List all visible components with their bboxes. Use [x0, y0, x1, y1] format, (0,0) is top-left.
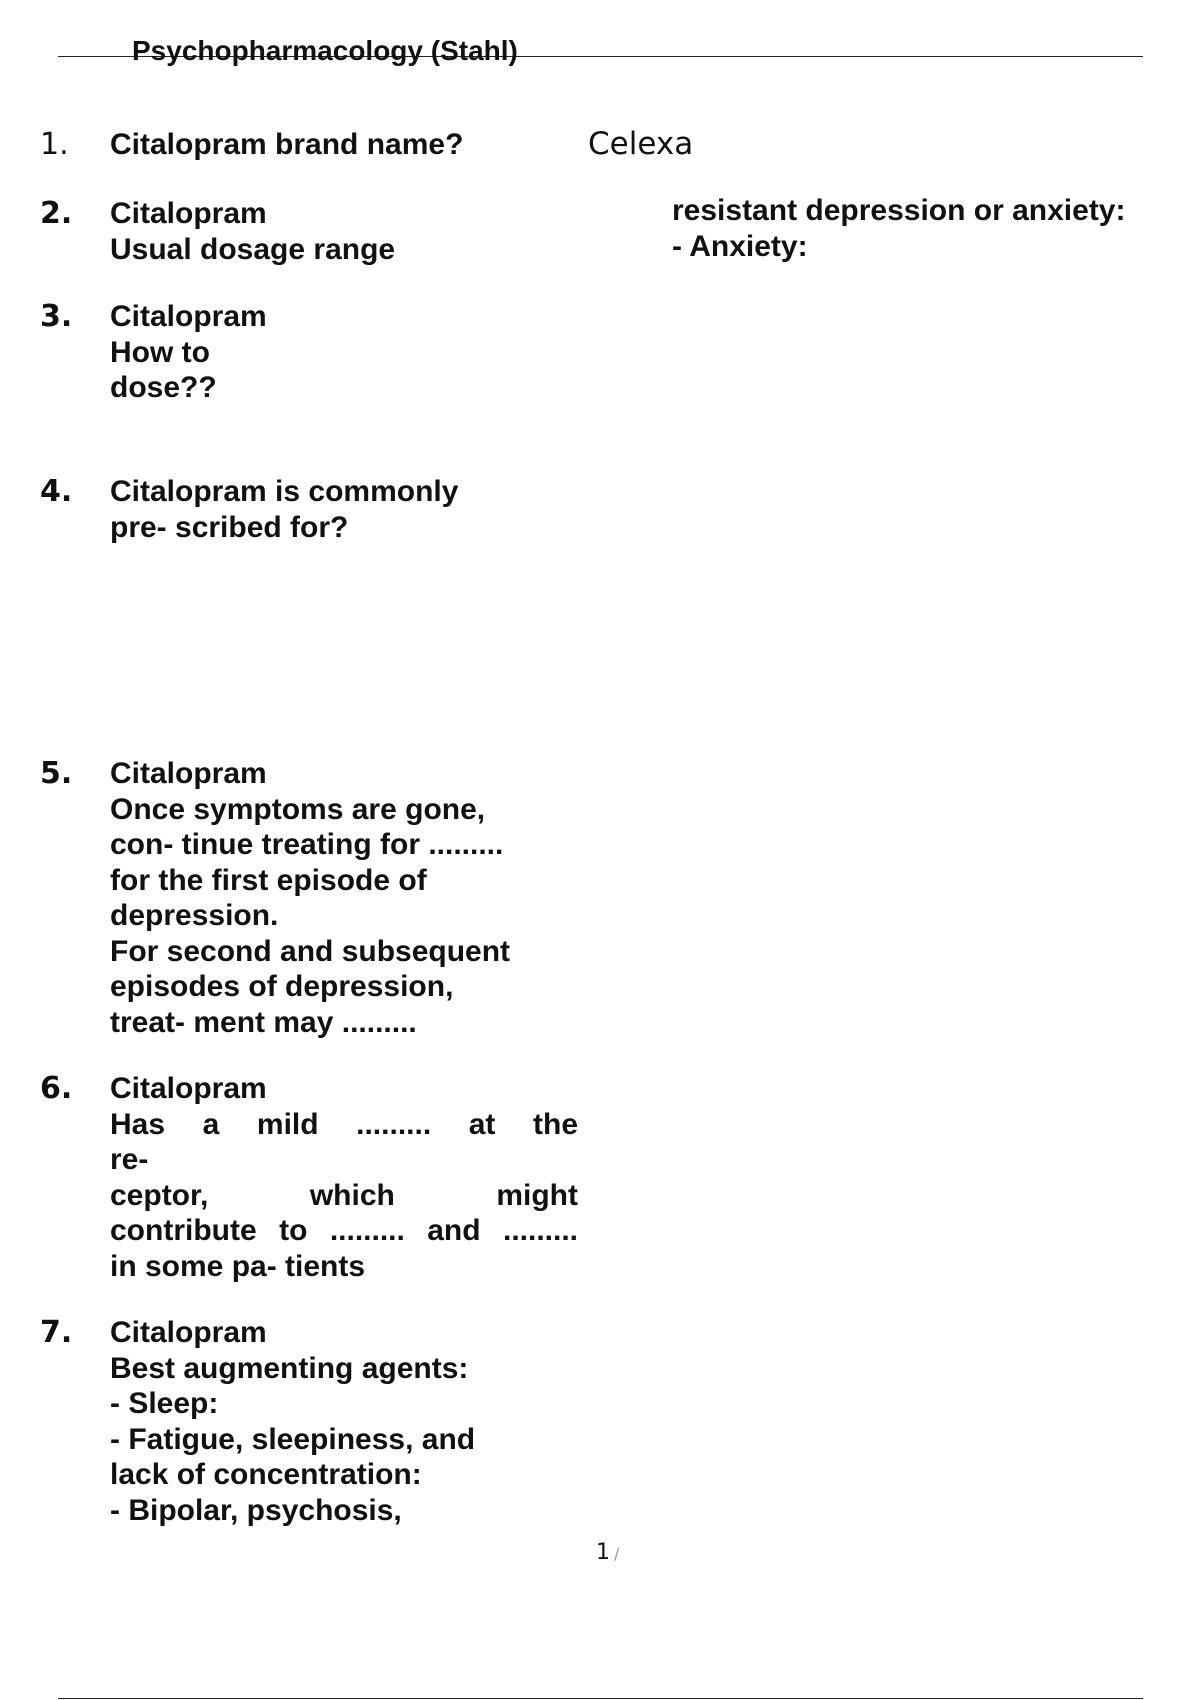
word: at	[468, 1107, 496, 1141]
question-line: - Bipolar, psychosis,	[110, 1493, 402, 1527]
question-line: episodes of depression,	[110, 970, 454, 1003]
word: mild	[256, 1107, 319, 1141]
page-number-value: 1	[596, 1540, 610, 1565]
item-number: 2.	[40, 196, 73, 231]
word: and	[427, 1214, 481, 1247]
question-line	[110, 1178, 578, 1214]
word: .........	[502, 1214, 578, 1247]
question-line: - Sleep:	[110, 1387, 219, 1420]
footer-rule	[58, 1698, 1143, 1699]
question-line: con- tinue treating for .........	[110, 828, 504, 861]
word: ceptor,	[110, 1178, 209, 1212]
question-line: re-	[110, 1143, 149, 1176]
question-line: Citalopram brand name?	[110, 128, 464, 161]
question-text	[110, 756, 510, 1040]
answer-text: Celexa	[588, 126, 694, 162]
question-text	[110, 196, 395, 267]
question-line: Citalopram	[110, 1316, 267, 1349]
question-line: For second and subsequent	[110, 934, 511, 968]
question-line: Citalopram	[110, 1072, 267, 1105]
word: .........	[356, 1107, 432, 1141]
item-number: 4.	[40, 474, 73, 509]
question-text	[110, 474, 458, 545]
question-line	[110, 1213, 578, 1249]
word: contribute	[110, 1214, 257, 1247]
question-line: for the first episode of	[110, 863, 427, 897]
question-line: treat- ment may .........	[110, 1005, 417, 1039]
word: the	[533, 1107, 578, 1141]
question-line: dose??	[110, 371, 217, 404]
word: might	[496, 1178, 578, 1212]
question-line: lack of concentration:	[110, 1458, 422, 1491]
page-number	[596, 1540, 619, 1565]
word: a	[202, 1107, 220, 1141]
item-number: 3.	[40, 299, 73, 334]
question-line: Citalopram	[110, 300, 267, 333]
question-line: Best augmenting agents:	[110, 1351, 469, 1385]
word: .........	[329, 1214, 405, 1247]
question-line: How to	[110, 335, 210, 369]
question-line: pre- scribed for?	[110, 510, 349, 544]
word: to	[279, 1214, 308, 1247]
question-line: in some pa- tients	[110, 1249, 366, 1283]
question-text	[110, 1071, 578, 1284]
question-line: Citalopram is commonly	[110, 475, 459, 508]
question-line: depression.	[110, 899, 279, 932]
question-text	[110, 299, 267, 406]
question-line: Citalopram	[110, 197, 267, 230]
question-line: - Fatigue, sleepiness, and	[110, 1422, 476, 1456]
question-text	[110, 127, 463, 163]
item-number: 7.	[40, 1315, 73, 1350]
item-number: 1.	[40, 127, 69, 162]
right-column-line: resistant depression or anxiety:	[672, 194, 1126, 227]
item-number: 6.	[40, 1071, 73, 1106]
question-line: Once symptoms are gone,	[110, 792, 486, 826]
question-line: Usual dosage range	[110, 232, 396, 266]
right-column-line: - Anxiety:	[672, 230, 808, 263]
right-column-text	[672, 193, 1126, 265]
question-line: Citalopram	[110, 757, 267, 790]
question-line	[110, 1107, 578, 1143]
word: Has	[110, 1107, 166, 1141]
page-separator: /	[614, 1544, 620, 1563]
document-title: Psychopharmacology (Stahl)	[132, 35, 518, 66]
word: which	[309, 1178, 395, 1212]
question-text	[110, 1315, 475, 1528]
item-number: 5.	[40, 756, 73, 791]
